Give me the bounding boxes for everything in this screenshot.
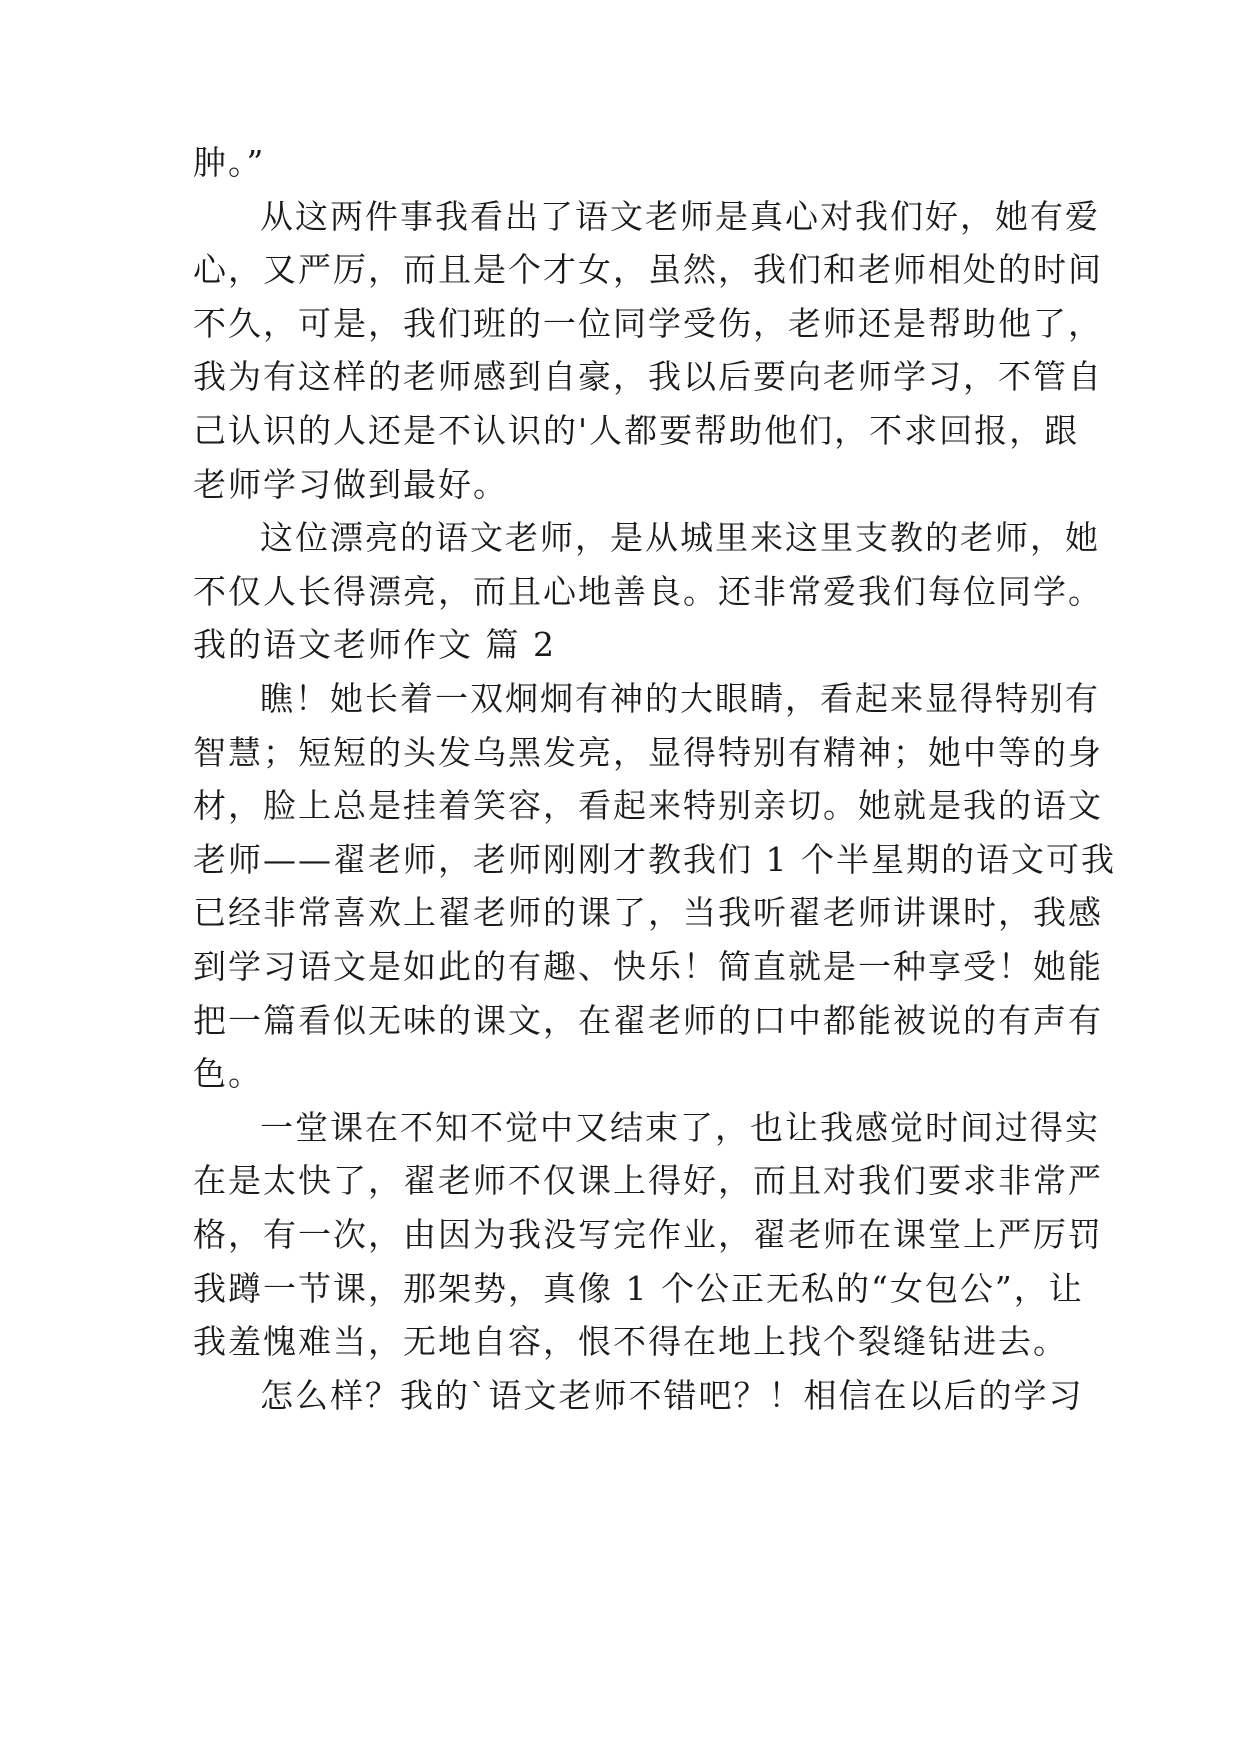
text-line: 已经非常喜欢上翟老师的课了，当我听翟老师讲课时，我感 <box>193 893 1103 932</box>
text-line: 到学习语文是如此的有趣、快乐！简直就是一种享受！她能 <box>193 947 1103 986</box>
text-line: 格，有一次，由因为我没写完作业，翟老师在课堂上严厉罚 <box>193 1215 1103 1254</box>
text-line: 不仅人长得漂亮，而且心地善良。还非常爱我们每位同学。 <box>193 572 1103 611</box>
text-line: 我蹲一节课，那架势，真像 1 个公正无私的“女包公”，让 <box>193 1269 1084 1308</box>
text-line: 我的语文老师作文 篇 2 <box>193 625 556 664</box>
text-line: 老师——翟老师，老师刚刚才教我们 1 个半星期的语文可我 <box>193 840 1116 879</box>
text-line: 我羞愧难当，无地自容，恨不得在地上找个裂缝钻进去。 <box>193 1322 1068 1361</box>
text-line: 不久，可是，我们班的一位同学受伤，老师还是帮助他了， <box>193 304 1103 343</box>
text-line: 我为有这样的老师感到自豪，我以后要向老师学习，不管自 <box>193 357 1103 396</box>
text-line: 在是太快了，翟老师不仅课上得好，而且对我们要求非常严 <box>193 1161 1103 1200</box>
text-line: 怎么样？我的`语文老师不错吧？！相信在以后的学习 <box>260 1376 1084 1415</box>
text-line: 这位漂亮的语文老师，是从城里来这里支教的老师，她 <box>260 518 1100 557</box>
text-line: 心，又严厉，而且是个才女，虽然，我们和老师相处的时间 <box>193 250 1103 289</box>
text-line: 肿。” <box>193 143 266 182</box>
text-line: 智慧；短短的头发乌黑发亮，显得特别有精神；她中等的身 <box>193 733 1103 772</box>
text-line: 材，脸上总是挂着笑容，看起来特别亲切。她就是我的语文 <box>193 786 1103 825</box>
text-line: 色。 <box>193 1054 263 1093</box>
text-line: 把一篇看似无味的课文，在翟老师的口中都能被说的有声有 <box>193 1001 1103 1040</box>
text-line: 瞧！她长着一双炯炯有神的大眼睛，看起来显得特别有 <box>260 679 1100 718</box>
text-line: 己认识的人还是不认识的'人都要帮助他们，不求回报，跟 <box>193 411 1080 450</box>
text-line: 老师学习做到最好。 <box>193 465 508 504</box>
text-line: 从这两件事我看出了语文老师是真心对我们好，她有爱 <box>260 197 1100 236</box>
text-line: 一堂课在不知不觉中又结束了，也让我感觉时间过得实 <box>260 1108 1100 1147</box>
